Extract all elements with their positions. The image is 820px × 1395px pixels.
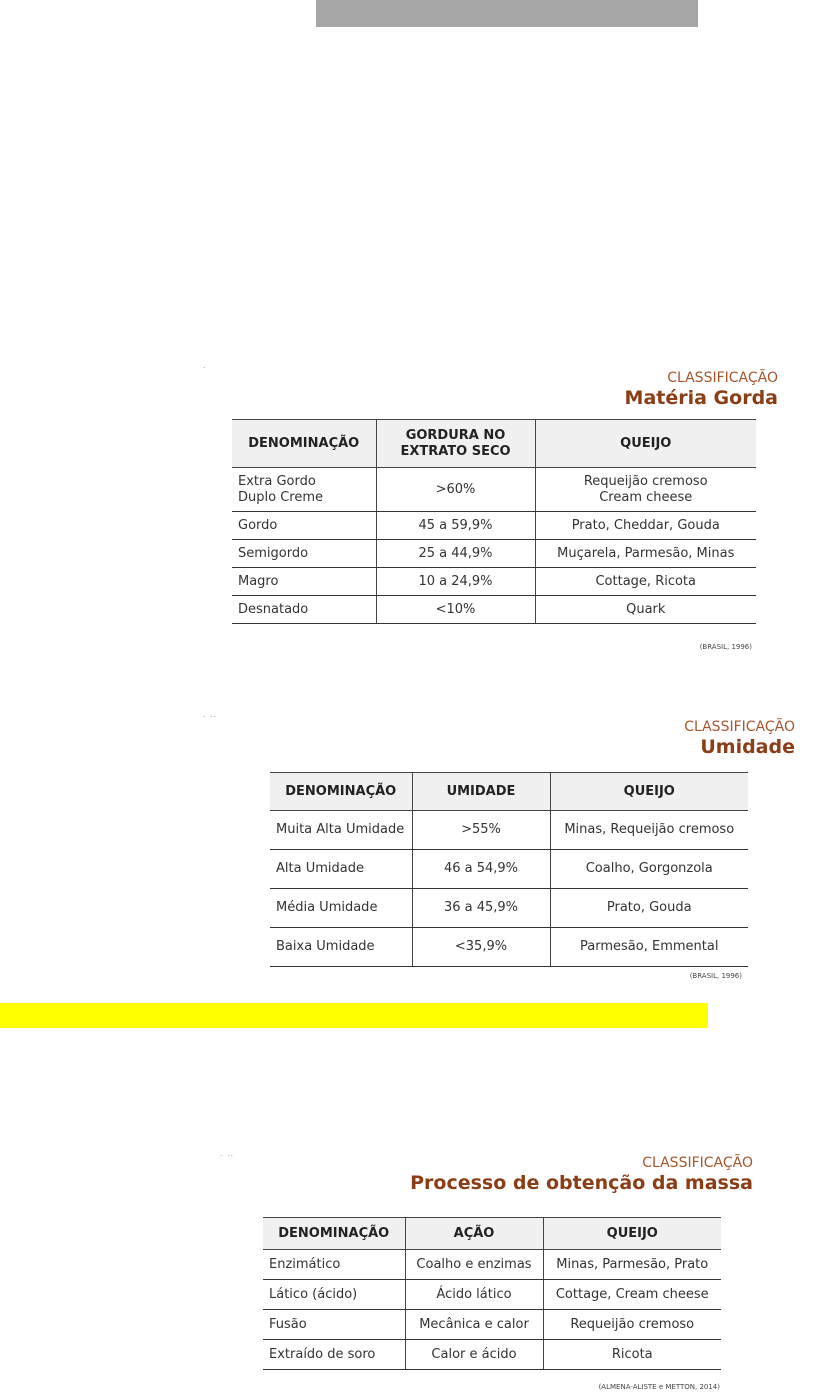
- table-cell: 45 a 59,9%: [376, 512, 535, 540]
- table-cell: Parmesão, Emmental: [550, 928, 748, 967]
- table-row: [270, 928, 748, 967]
- table-cell: Prato, Gouda: [550, 889, 748, 928]
- table-row: [270, 850, 748, 889]
- table-cell: Fusão: [263, 1310, 405, 1340]
- table-row: [232, 540, 756, 568]
- table-cell: Requeijão cremoso Cream cheese: [535, 468, 756, 512]
- table-cell: Extraído de soro: [263, 1340, 405, 1370]
- table-cell: 10 a 24,9%: [376, 568, 535, 596]
- table-cell: Baixa Umidade: [270, 928, 412, 967]
- column-header: GORDURA NO EXTRATO SECO: [376, 420, 535, 468]
- column-header: DENOMINAÇÃO: [263, 1218, 405, 1250]
- column-header: QUEIJO: [550, 773, 748, 811]
- table-cell: Semigordo: [232, 540, 376, 568]
- table-header-row: [270, 773, 748, 811]
- source-citation: (ALMENA-ALISTE e METTON, 2014): [598, 1383, 720, 1391]
- table-cell: Média Umidade: [270, 889, 412, 928]
- table-cell: <10%: [376, 596, 535, 624]
- column-header: DENOMINAÇÃO: [232, 420, 376, 468]
- table-cell: Minas, Parmesão, Prato: [543, 1250, 721, 1280]
- source-citation: (BRASIL, 1996): [689, 972, 742, 980]
- table-row: [263, 1310, 721, 1340]
- table-cell: Cottage, Cream cheese: [543, 1280, 721, 1310]
- gray-redaction-bar: [316, 0, 698, 27]
- section-title: Umidade: [700, 736, 795, 758]
- table-cell: Calor e ácido: [405, 1340, 543, 1370]
- column-header: QUEIJO: [543, 1218, 721, 1250]
- scan-speck: ᐧ ᐧᐧ: [220, 1152, 234, 1162]
- table-cell: Ricota: [543, 1340, 721, 1370]
- table-row: [232, 568, 756, 596]
- table-cell: Desnatado: [232, 596, 376, 624]
- source-citation: (BRASIL, 1996): [699, 643, 752, 651]
- table-row: [232, 468, 756, 512]
- table-row: [263, 1340, 721, 1370]
- table-cell: >60%: [376, 468, 535, 512]
- table-cell: Ácido lático: [405, 1280, 543, 1310]
- section-kicker: CLASSIFICAÇÃO: [684, 719, 795, 735]
- table-row: [270, 889, 748, 928]
- table-row: [232, 596, 756, 624]
- table-cell: Muçarela, Parmesão, Minas: [535, 540, 756, 568]
- table-cell: Muita Alta Umidade: [270, 811, 412, 850]
- table-cell: >55%: [412, 811, 550, 850]
- section-kicker: CLASSIFICAÇÃO: [642, 1155, 753, 1171]
- table-cell: Quark: [535, 596, 756, 624]
- table-row: [232, 512, 756, 540]
- table-cell: Extra Gordo Duplo Creme: [232, 468, 376, 512]
- scan-speck: ᐧ ᐧᐧ: [203, 713, 217, 723]
- table-cell: Alta Umidade: [270, 850, 412, 889]
- table-cell: Coalho e enzimas: [405, 1250, 543, 1280]
- section-kicker: CLASSIFICAÇÃO: [667, 370, 778, 386]
- table-cell: Enzimático: [263, 1250, 405, 1280]
- table-cell: <35,9%: [412, 928, 550, 967]
- column-header: UMIDADE: [412, 773, 550, 811]
- table-header-row: [263, 1218, 721, 1250]
- table-cell: Coalho, Gorgonzola: [550, 850, 748, 889]
- table-cell: Lático (ácido): [263, 1280, 405, 1310]
- table-row: [263, 1250, 721, 1280]
- section-title: Processo de obtenção da massa: [410, 1172, 753, 1194]
- table-cell: 25 a 44,9%: [376, 540, 535, 568]
- table-cell: Magro: [232, 568, 376, 596]
- table-row: [270, 811, 748, 850]
- table-row: [263, 1280, 721, 1310]
- process-classification-table: [263, 1217, 721, 1370]
- table-cell: Cottage, Ricota: [535, 568, 756, 596]
- column-header: AÇÃO: [405, 1218, 543, 1250]
- moisture-classification-table: [270, 772, 748, 967]
- section-heading-fat: [625, 369, 778, 409]
- table-cell: Mecânica e calor: [405, 1310, 543, 1340]
- section-heading-moisture: [684, 718, 795, 758]
- table-cell: Prato, Cheddar, Gouda: [535, 512, 756, 540]
- table-cell: 36 a 45,9%: [412, 889, 550, 928]
- table-header-row: [232, 420, 756, 468]
- column-header: DENOMINAÇÃO: [270, 773, 412, 811]
- column-header: QUEIJO: [535, 420, 756, 468]
- yellow-highlight-bar: [0, 1003, 708, 1028]
- table-cell: 46 a 54,9%: [412, 850, 550, 889]
- fat-classification-table: [232, 419, 756, 624]
- table-cell: Requeijão cremoso: [543, 1310, 721, 1340]
- table-cell: Minas, Requeijão cremoso: [550, 811, 748, 850]
- section-title: Matéria Gorda: [624, 387, 778, 409]
- section-heading-process: [410, 1154, 753, 1194]
- scan-speck: ᐧ: [203, 364, 207, 374]
- table-cell: Gordo: [232, 512, 376, 540]
